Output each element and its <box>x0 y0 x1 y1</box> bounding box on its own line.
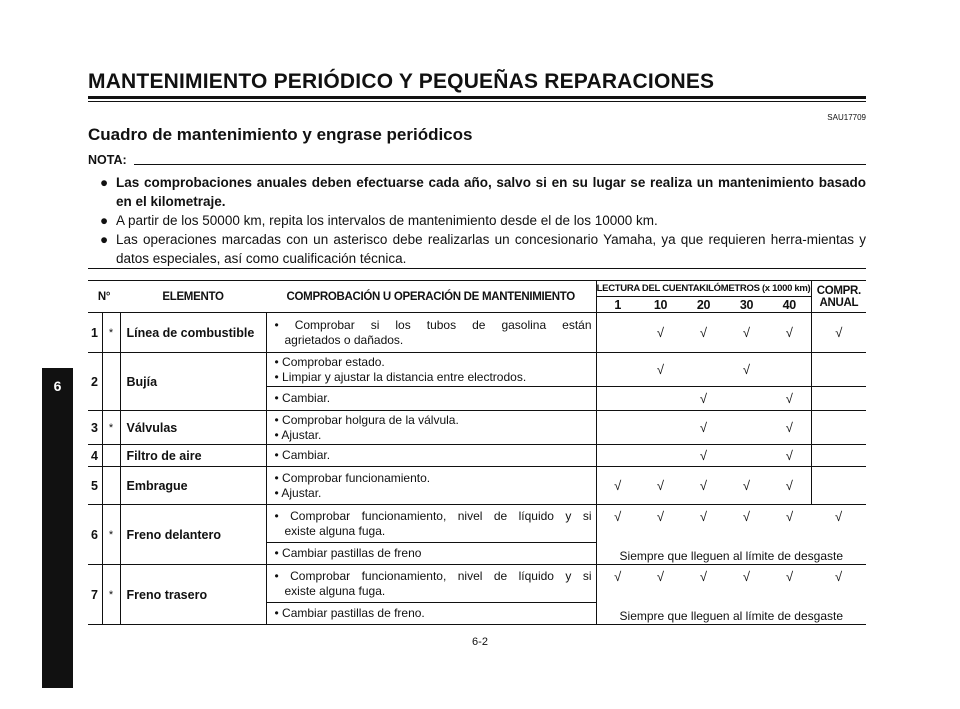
check-mark: √ <box>639 467 682 505</box>
bullet-icon: ● <box>100 213 109 228</box>
page-title: MANTENIMIENTO PERIÓDICO Y PEQUEÑAS REPARACIONES <box>88 70 715 93</box>
element-cell: Freno delantero <box>120 505 266 565</box>
check-mark: √ <box>682 467 725 505</box>
header-interval: 30 <box>725 297 768 313</box>
operation-cell: • Comprobar funcionamiento. • Ajustar. <box>266 467 596 505</box>
header-interval: 20 <box>682 297 725 313</box>
nota-list <box>100 173 866 268</box>
element-cell: Bujía <box>120 353 266 411</box>
wear-limit-note: Siempre que lleguen al límite de desgaste <box>596 603 866 625</box>
check-mark: √ <box>596 467 639 505</box>
operation-cell: • Comprobar estado. • Limpiar y ajustar la distancia entre electrodos. <box>266 353 596 387</box>
bullet-icon: ● <box>100 232 109 247</box>
header-num: N° <box>88 281 120 313</box>
asterisk-mark: * <box>102 313 120 353</box>
element-cell: Embrague <box>120 467 266 505</box>
operation-cell: • Cambiar. <box>266 387 596 411</box>
chapter-tab: 6 <box>42 368 73 688</box>
nota-label: NOTA: <box>88 153 127 167</box>
table-row: 1 * Línea de combustible • Comprobar si los tubos de gasolina están agrietados o dañados. √ √ √ √ √ <box>88 313 866 353</box>
header-odometer: LECTURA DEL CUENTAKILÓMETROS (x 1000 km) <box>596 281 811 297</box>
check-mark: √ <box>742 509 751 524</box>
operation-cell: • Cambiar pastillas de freno. <box>266 603 596 625</box>
section-code: SAU17709 <box>827 113 866 122</box>
operation-cell: • Cambiar pastillas de freno <box>266 543 596 565</box>
check-mark: √ <box>725 353 768 387</box>
table-row: 5 Embrague • Comprobar funcionamiento. • Ajustar. √ √ √ √ √ <box>88 467 866 505</box>
nota-rule <box>134 164 866 165</box>
check-mark: √ <box>725 313 768 353</box>
asterisk-mark: * <box>102 565 120 625</box>
operation-cell: • Comprobar holgura de la válvula. • Ajustar. <box>266 411 596 445</box>
check-mark: √ <box>725 467 768 505</box>
check-mark: √ <box>768 313 811 353</box>
check-mark: √ <box>682 387 725 411</box>
page-number: 6-2 <box>472 636 488 648</box>
check-mark: √ <box>682 445 725 467</box>
check-mark: √ <box>768 387 811 411</box>
title-rule-thin <box>88 101 866 102</box>
asterisk-mark: * <box>102 505 120 565</box>
check-mark: √ <box>656 509 665 524</box>
check-mark: √ <box>614 569 622 584</box>
section-separator <box>88 268 866 269</box>
check-mark: √ <box>639 313 682 353</box>
element-cell: Válvulas <box>120 411 266 445</box>
check-mark: √ <box>834 509 843 524</box>
check-mark: √ <box>656 569 665 584</box>
nota-item: ● Las operaciones marcadas con un asterisco debe realizarlas un concesionario Yamaha, ya que requieren herra-mientas y datos especiales, así como cualificación técnica. <box>100 232 866 266</box>
table-row: 4 Filtro de aire • Cambiar. √ √ <box>88 445 866 467</box>
table-row: 6 * Freno delantero • Comprobar funcionamiento, nivel de líquido y si existe alguna fuga. √ √ √ √ √ √ <box>88 505 866 543</box>
section-subtitle: Cuadro de mantenimiento y engrase periódicos <box>88 125 473 144</box>
check-mark: √ <box>699 509 708 524</box>
check-mark: √ <box>682 313 725 353</box>
nota-item: ● A partir de los 50000 km, repita los intervalos de mantenimiento desde el de los 10000 km. <box>100 213 658 228</box>
bullet-icon: ● <box>100 175 109 190</box>
check-mark: √ <box>639 353 682 387</box>
check-mark: √ <box>699 569 708 584</box>
header-operation: COMPROBACIÓN U OPERACIÓN DE MANTENIMIENTO <box>266 281 596 313</box>
check-mark: √ <box>614 509 622 524</box>
check-mark: √ <box>682 411 725 445</box>
check-mark: √ <box>785 569 794 584</box>
header-annual: COMPR. ANUAL <box>811 281 866 313</box>
header-interval: 40 <box>768 297 811 313</box>
title-rule-thick <box>88 96 866 99</box>
operation-cell: • Comprobar funcionamiento, nivel de líquido y si existe alguna fuga. <box>266 565 596 603</box>
element-cell: Freno trasero <box>120 565 266 625</box>
operation-cell: • Comprobar funcionamiento, nivel de líquido y si existe alguna fuga. <box>266 505 596 543</box>
check-mark: √ <box>785 509 794 524</box>
operation-cell: • Comprobar si los tubos de gasolina están agrietados o dañados. <box>266 313 596 353</box>
wear-limit-note: Siempre que lleguen al límite de desgaste <box>596 543 866 565</box>
table-row: 2 Bujía • Comprobar estado. • Limpiar y ajustar la distancia entre electrodos. √ √ <box>88 353 866 387</box>
asterisk-mark: * <box>102 411 120 445</box>
maintenance-table <box>88 280 866 625</box>
header-interval: 1 <box>596 297 639 313</box>
check-mark: √ <box>811 313 866 353</box>
element-cell: Filtro de aire <box>120 445 266 467</box>
table-row: 3 * Válvulas • Comprobar holgura de la válvula. • Ajustar. √ √ <box>88 411 866 445</box>
check-mark: √ <box>768 467 811 505</box>
header-interval: 10 <box>639 297 682 313</box>
check-mark: √ <box>742 569 751 584</box>
page-header <box>88 70 866 94</box>
operation-cell: • Cambiar. <box>266 445 596 467</box>
check-mark: √ <box>834 569 843 584</box>
element-cell: Línea de combustible <box>120 313 266 353</box>
header-element: ELEMENTO <box>120 281 266 313</box>
check-mark: √ <box>768 445 811 467</box>
table-row: 7 * Freno trasero • Comprobar funcionamiento, nivel de líquido y si existe alguna fuga. √ √ √ √ √ √ <box>88 565 866 603</box>
nota-item: ● Las comprobaciones anuales deben efectuarse cada año, salvo si en su lugar se realiza un mantenimiento basado en el kilometraje. <box>100 175 866 209</box>
check-mark: √ <box>768 411 811 445</box>
